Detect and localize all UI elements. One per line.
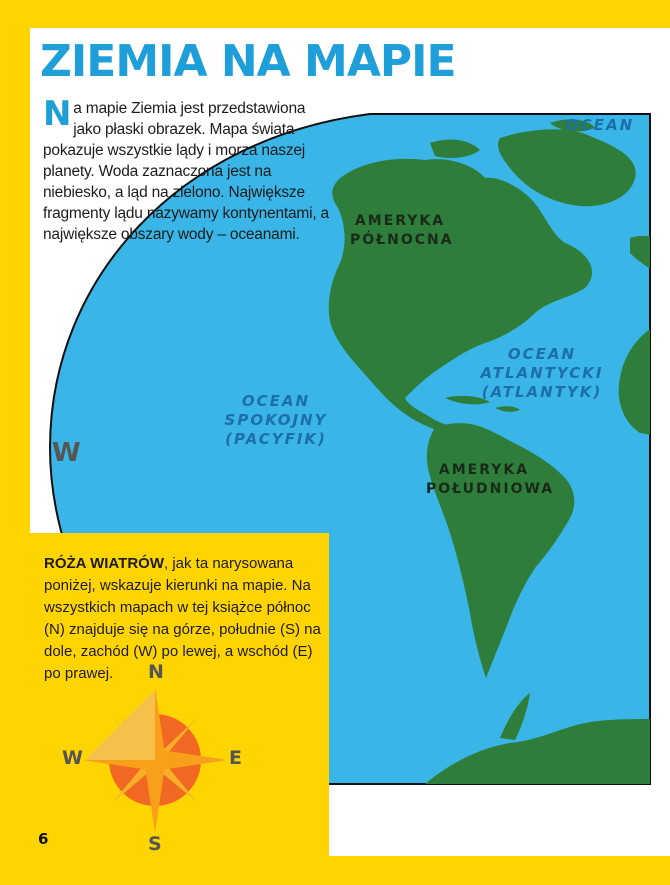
page-number: 6 (38, 830, 49, 848)
label-line: (PACYFIK) (225, 430, 327, 448)
compass-north-label: N (148, 661, 164, 683)
intro-text (43, 94, 333, 245)
label-line: SPOKOJNY (224, 411, 328, 429)
label-ocean-top (566, 116, 634, 135)
compass-east-label: E (229, 747, 242, 769)
label-south-america (426, 461, 555, 499)
label-line: ATLANTYCKI (480, 364, 604, 382)
label-line: AMERYKA (438, 462, 530, 478)
page-title: ZIEMIA NA MAPIE (40, 36, 456, 87)
label-atlantic-ocean (472, 345, 612, 402)
wind-rose-heading: RÓŻA WIATRÓW (44, 555, 164, 572)
label-line: (ATLANTYK) (481, 383, 603, 401)
compass-rose-icon (80, 685, 230, 835)
map-west-label: W (52, 438, 81, 468)
intro-body: a mapie Ziemia jest przedstawiona jako płaski obrazek. Mapa świata pokazuje wszystkie lądy i morza naszej planety. Woda zaznaczona jest na niebiesko, a ląd na zielono. Największe fragmenty lądu nazywamy kontynentami, a największe obszary wody – oceanami. (43, 100, 329, 243)
label-north-america (350, 212, 454, 250)
label-pacific-ocean (216, 392, 336, 449)
compass-south-label: S (148, 833, 162, 855)
label-line: POŁUDNIOWA (426, 481, 555, 497)
wind-rose-description: , jak ta narysowana poniżej, wskazuje kierunki na mapie. Na wszystkich mapach w tej książce północ (N) znajduje się na górze, południe (S) na dole, zachód (W) po lewej, a wschód (E) po prawej. (44, 555, 321, 682)
label-line: OCEAN (507, 345, 577, 363)
page (30, 28, 670, 856)
compass-west-label: W (62, 747, 83, 769)
label-line: PÓŁNOCNA (350, 232, 454, 248)
label-ocean-top-text: OCEAN (566, 116, 635, 134)
label-line: OCEAN (241, 392, 311, 410)
label-line: AMERYKA (354, 213, 446, 229)
intro-dropcap: N (43, 94, 72, 134)
wind-rose-box (30, 533, 329, 856)
wind-rose-text (44, 553, 324, 685)
